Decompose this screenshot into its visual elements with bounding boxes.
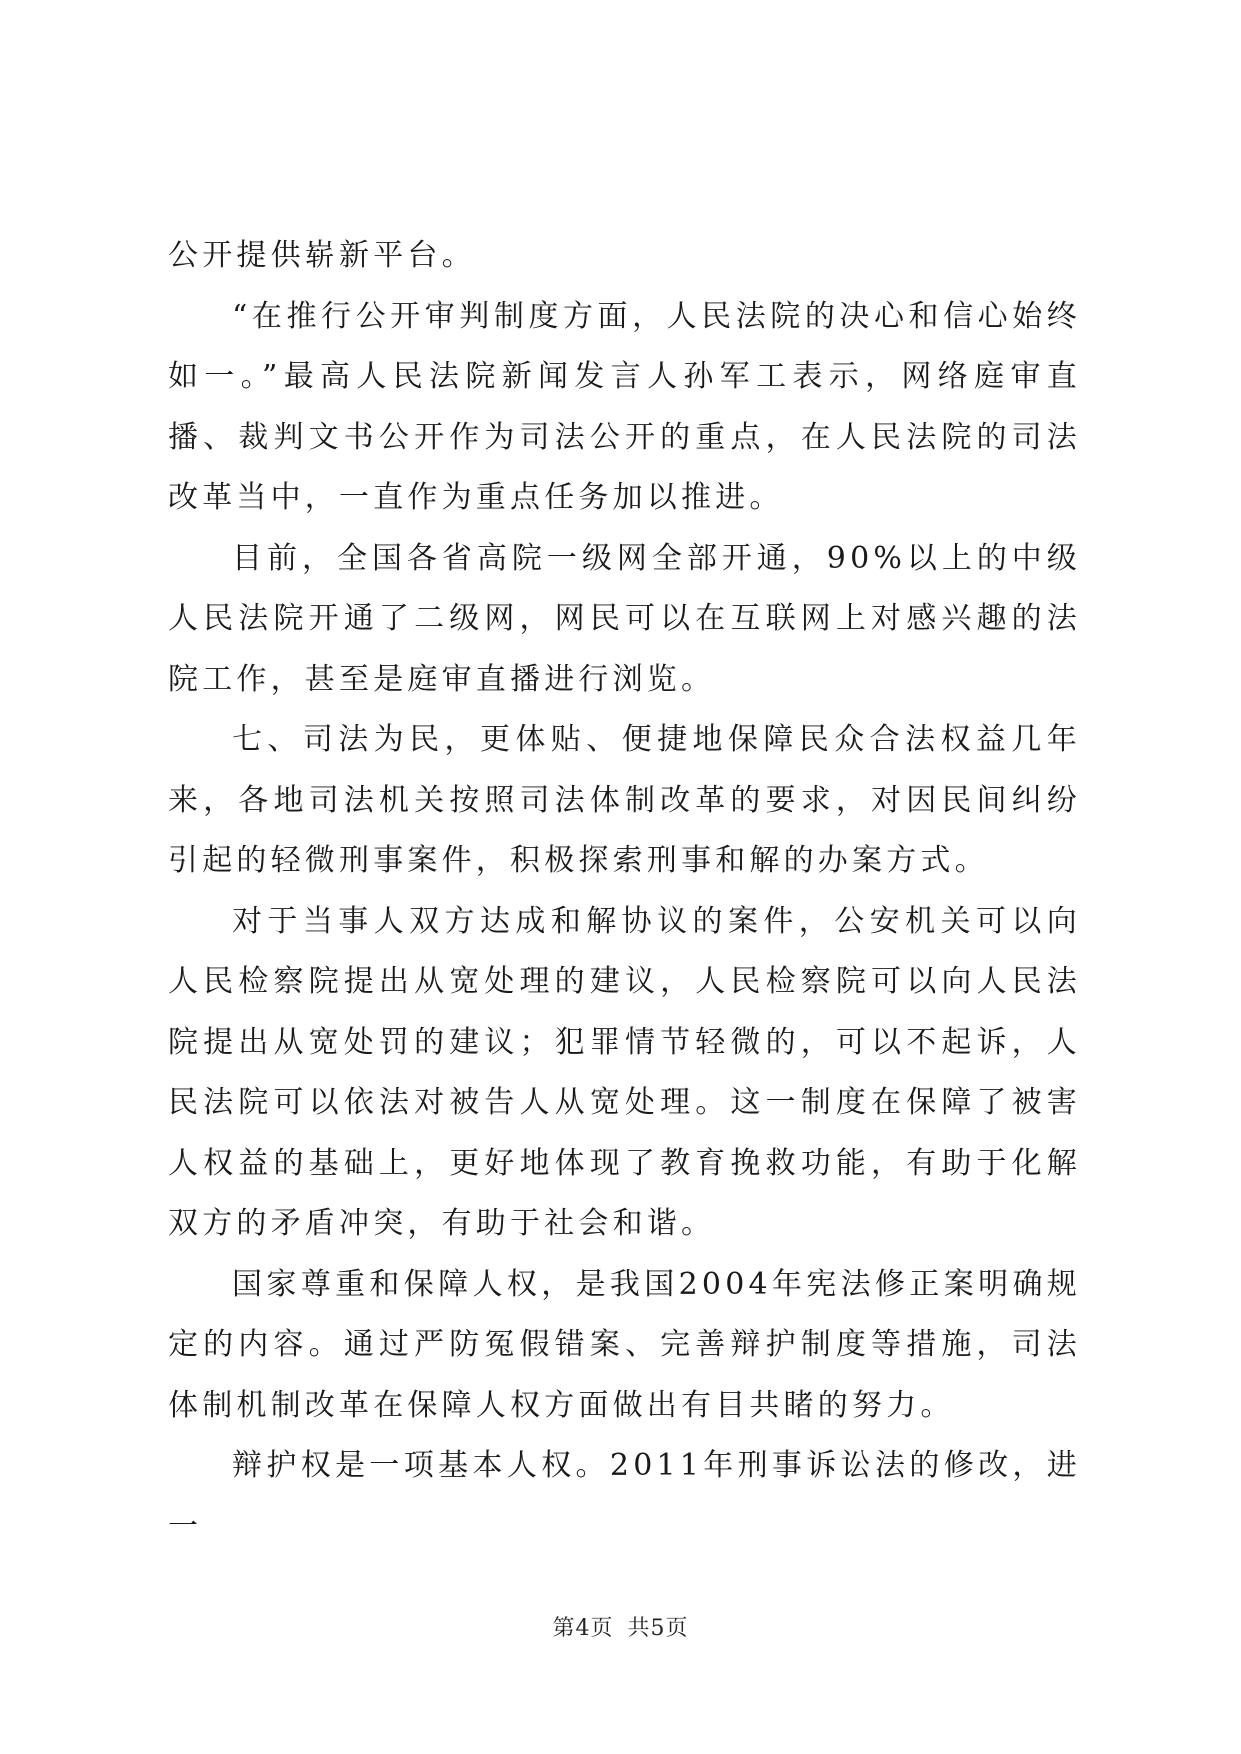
paragraph-5: 对于当事人双方达成和解协议的案件，公安机关可以向人民检察院提出从宽处理的建议，人民检察院可以向人民法院提出从宽处罚的建议；犯罪情节轻微的，可以不起诉，人民法院可以依法对被告人从宽处理。这一制度在保障了被害人权益的基础上，更好地体现了教育挽救功能，有助于化解双方的矛盾冲突，有助于社会和谐。: [168, 903, 1081, 1241]
paragraph-4: 七、司法为民，更体贴、便捷地保障民众合法权益几年来，各地司法机关按照司法体制改革的要求，对因民间纠纷引起的轻微刑事案件，积极探索刑事和解的办案方式。: [168, 722, 1081, 878]
paragraph-2: “在推行公开审判制度方面，人民法院的决心和信心始终如一。”最高人民法院新闻发言人孙军工表示，网络庭审直播、裁判文书公开作为司法公开的重点，在人民法院的司法改革当中，一直作为重点任务加以推进。: [168, 298, 1081, 515]
paragraph-7: 辩护权是一项基本人权。2011年刑事诉讼法的修改，进一: [168, 1448, 1081, 1544]
page-footer: [0, 1614, 1241, 1644]
page-total: 共5页: [627, 1616, 689, 1641]
paragraph-3: 目前，全国各省高院一级网全部开通，90%以上的中级人民法院开通了二级网，网民可以在互联网上对感兴趣的法院工作，甚至是庭审直播进行浏览。: [168, 540, 1081, 697]
paragraph-6: 国家尊重和保障人权，是我国2004年宪法修正案明确规定的内容。通过严防冤假错案、完善辩护制度等措施，司法体制机制改革在保障人权方面做出有目共睹的努力。: [168, 1266, 1082, 1423]
page-number: 第4页: [552, 1616, 614, 1641]
paragraph-1: 公开提供崭新平台。: [168, 238, 476, 273]
document-body: [168, 226, 1081, 1557]
